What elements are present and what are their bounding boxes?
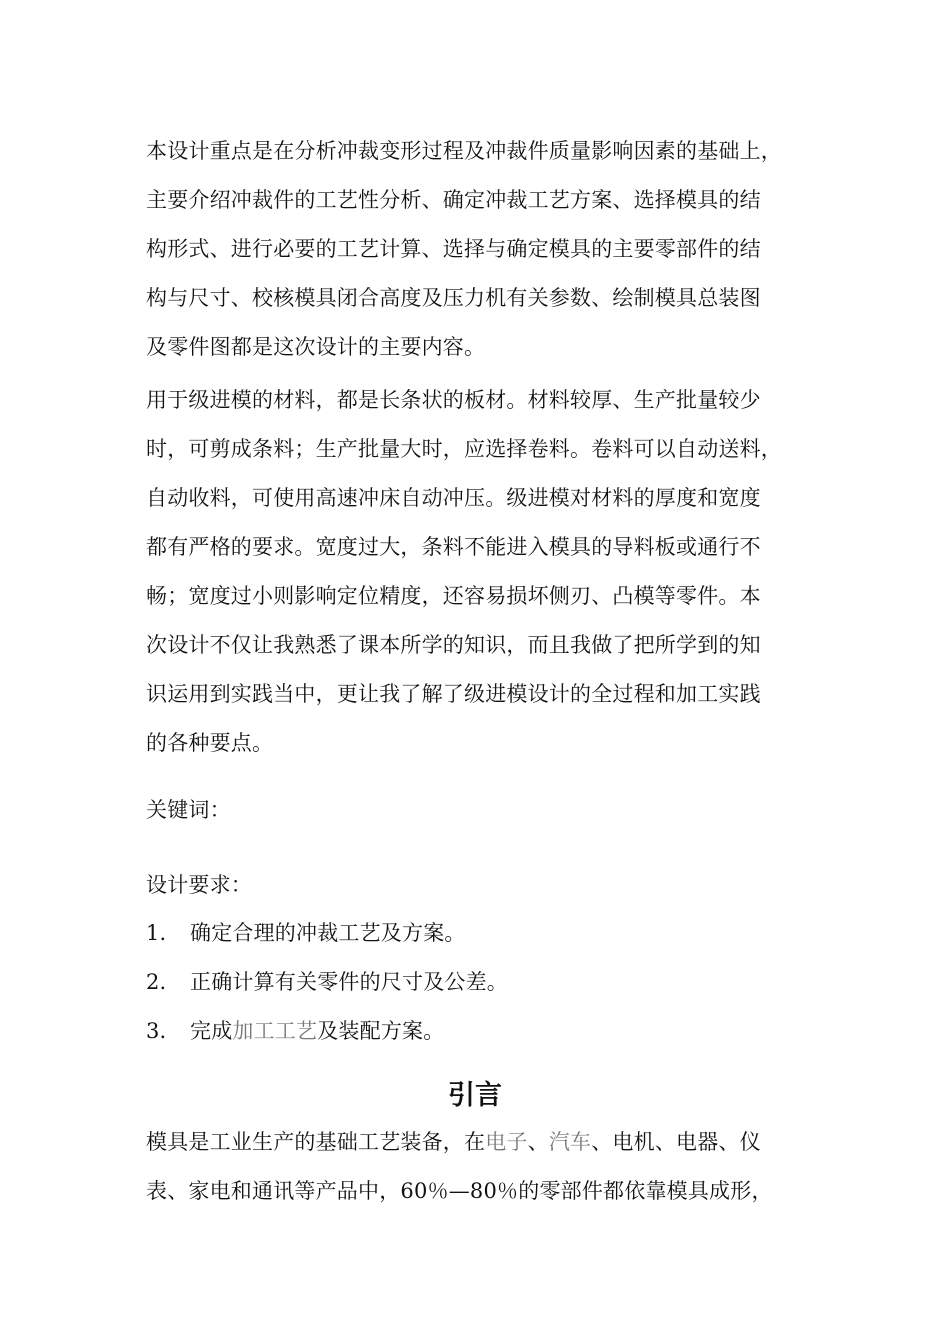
keywords-label: 关键词： <box>146 798 231 822</box>
paragraph-line <box>146 1127 773 1176</box>
electronics-link[interactable]: 电子 <box>485 1130 528 1154</box>
paragraph-line: 表、家电和通讯等产品中，60％—80％的零部件都依靠模具成形， <box>146 1179 773 1203</box>
requirement-text: 完成 <box>190 1019 233 1043</box>
requirement-item <box>146 918 466 948</box>
automobile-link[interactable]: 汽车 <box>548 1130 592 1154</box>
processing-technology-link[interactable]: 加工工艺 <box>232 1019 318 1043</box>
paragraph-text: 模具是工业生产的基础工艺装备，在 <box>146 1130 486 1154</box>
requirement-item <box>146 1016 444 1046</box>
requirement-item <box>146 967 508 997</box>
list-number: 2. <box>146 970 167 994</box>
paragraph-line: 本设计重点是在分析冲裁变形过程及冲裁件质量影响因素的基础上， <box>146 139 782 163</box>
paragraph-line: 的各种要点。 <box>146 731 274 755</box>
requirement-text: 确定合理的冲裁工艺及方案。 <box>190 921 466 945</box>
section-heading: 引言 <box>448 1080 502 1111</box>
paragraph-line: 畅；宽度过小则影响定位精度，还容易损坏侧刃、凸模等零件。本 <box>146 584 761 608</box>
abstract-paragraph <box>146 136 782 381</box>
materials-paragraph <box>146 385 782 777</box>
paragraph-line: 识运用到实践当中，更让我了解了级进模设计的全过程和加工实践 <box>146 682 761 706</box>
paragraph-line: 时，可剪成条料；生产批量大时，应选择卷料。卷料可以自动送料， <box>146 437 782 461</box>
introduction-paragraph <box>146 1127 773 1225</box>
requirements-title: 设计要求： <box>146 873 252 897</box>
list-number: 1. <box>146 921 167 945</box>
paragraph-text: 、 <box>527 1130 549 1154</box>
paragraph-line: 构形式、进行必要的工艺计算、选择与确定模具的主要零部件的结 <box>146 237 761 261</box>
paragraph-line: 自动收料，可使用高速冲床自动冲压。级进模对材料的厚度和宽度 <box>146 486 761 510</box>
paragraph-line: 次设计不仅让我熟悉了课本所学的知识，而且我做了把所学到的知 <box>146 633 761 657</box>
paragraph-line: 都有严格的要求。宽度过大，条料不能进入模具的导料板或通行不 <box>146 535 761 559</box>
paragraph-line: 主要介绍冲裁件的工艺性分析、确定冲裁工艺方案、选择模具的结 <box>146 188 761 212</box>
paragraph-text: 、电机、电器、仪 <box>591 1130 761 1154</box>
list-number: 3. <box>146 1019 167 1043</box>
paragraph-line: 构与尺寸、校核模具闭合高度及压力机有关参数、绘制模具总装图 <box>146 286 761 310</box>
paragraph-line: 用于级进模的材料，都是长条状的板材。材料较厚、生产批量较少 <box>146 388 761 412</box>
requirement-text: 及装配方案。 <box>317 1019 445 1043</box>
requirement-text: 正确计算有关零件的尺寸及公差。 <box>190 970 508 994</box>
paragraph-line: 及零件图都是这次设计的主要内容。 <box>146 335 486 359</box>
